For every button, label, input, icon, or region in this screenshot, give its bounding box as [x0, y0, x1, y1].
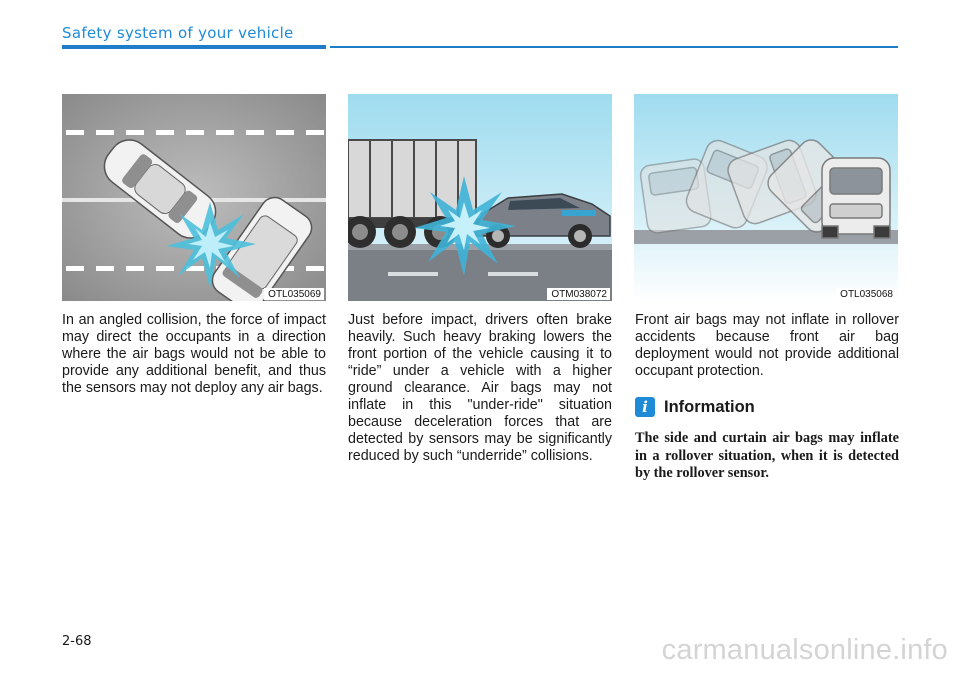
angled-collision-text: In an angled collision, the force of impact may direct the occupants in a direction where the air bags would not be able to provide any additional benefit, and thus the sensors may not deploy any air bags.	[62, 312, 326, 396]
figure-underride	[348, 94, 612, 301]
figure-angled-collision	[62, 94, 326, 301]
info-icon: i	[635, 397, 655, 417]
watermark: carmanualsonline.info	[661, 634, 948, 666]
underride-text: Just before impact, drivers often brake heavily. Such heavy braking lowers the front portion of the vehicle causing it to “ride” under a vehicle with a higher ground clearance. Air bags may not inflate in this "under-ride" situation because deceleration forces that are detected by sensors may be significantly reduced by such “underride” collisions.	[348, 312, 612, 464]
figure-rollover	[634, 94, 898, 301]
header-rule-thin	[330, 46, 898, 48]
figure-code: OTL035068	[836, 288, 896, 300]
section-title: Safety system of your vehicle	[62, 24, 294, 42]
information-title: Information	[664, 397, 755, 416]
page-number: 2-68	[62, 634, 92, 649]
information-body: The side and curtain air bags may inflate in a rollover situation, when it is detected by the rollover sensor.	[635, 430, 899, 481]
underride-collision-illustration	[348, 94, 612, 301]
figure-code: OTM038072	[547, 288, 610, 300]
header-rule-thick	[62, 45, 326, 49]
rollover-text: Front air bags may not inflate in rollover accidents because front air bag deployment would not provide additional occupant protection.	[635, 312, 899, 379]
rollover-illustration	[634, 94, 898, 301]
angled-collision-illustration	[62, 94, 326, 301]
figure-code: OTL035069	[264, 288, 324, 300]
information-heading	[635, 396, 755, 418]
